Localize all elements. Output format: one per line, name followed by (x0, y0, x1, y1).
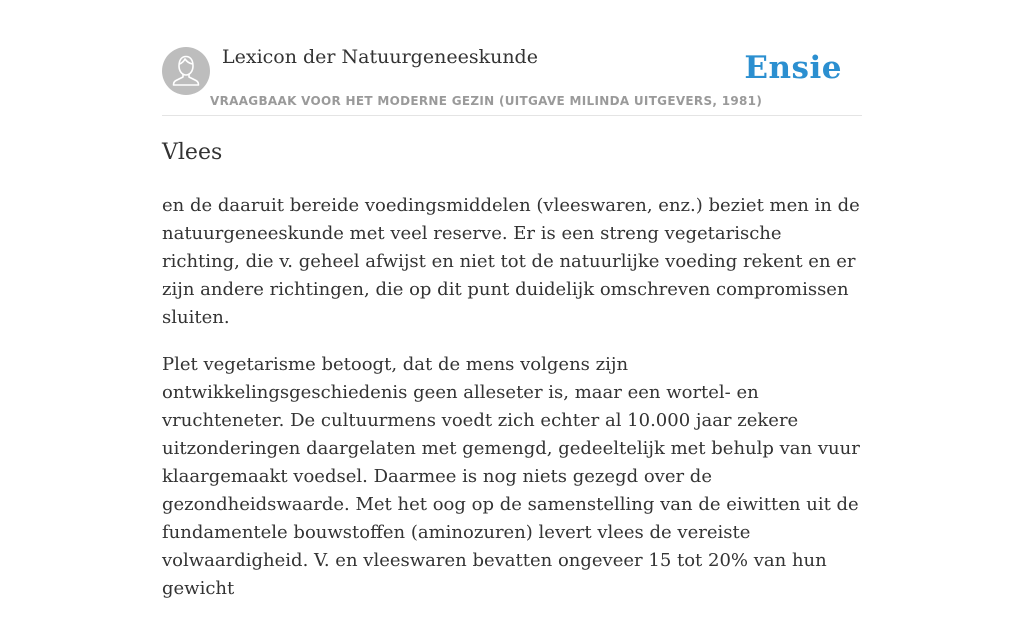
avatar[interactable] (162, 47, 210, 95)
entry-paragraph: en de daaruit bereide voedingsmiddelen (vleeswaren, enz.) beziet men in de natuurgeneeskunde met veel reserve. Er is een streng vegetarische richting, die v. geheel afwijst en niet tot de natuurlijke voeding rekent en er zijn andere richtingen, die op dit punt duidelijk omschreven compromissen sluiten. (162, 195, 860, 328)
entry-title: Vlees (162, 140, 223, 165)
entry-paragraph: Plet vegetarisme betoogt, dat de mens volgens zijn ontwikkelingsgeschiedenis geen alleseter is, maar een wortel- en vruchteneter. De cultuurmens voedt zich echter al 10.000 jaar zekere uitzonderingen daargelaten met gemengd, gedeeltelijk met behulp van vuur klaargemaakt voedsel. Daarmee is nog niets gezegd over de gezondheidswaarde. Met het oog op de samenstelling van de eiwitten uit de fundamentele bouwstoffen (aminozuren) levert vlees de vereiste volwaardigheid. V. en vleeswaren bevatten ongeveer 15 tot 20% van hun gewicht (162, 354, 860, 599)
header (162, 0, 862, 116)
entry-body (162, 192, 862, 622)
ensie-logo[interactable]: Ensie (744, 50, 842, 86)
book-title-link[interactable]: Lexicon der Natuurgeneeskunde (222, 46, 538, 68)
user-silhouette-icon (162, 47, 210, 95)
page (162, 0, 862, 599)
book-subtitle: VRAAGBAAK VOOR HET MODERNE GEZIN (UITGAVE MILINDA UITGEVERS, 1981) (210, 94, 763, 108)
